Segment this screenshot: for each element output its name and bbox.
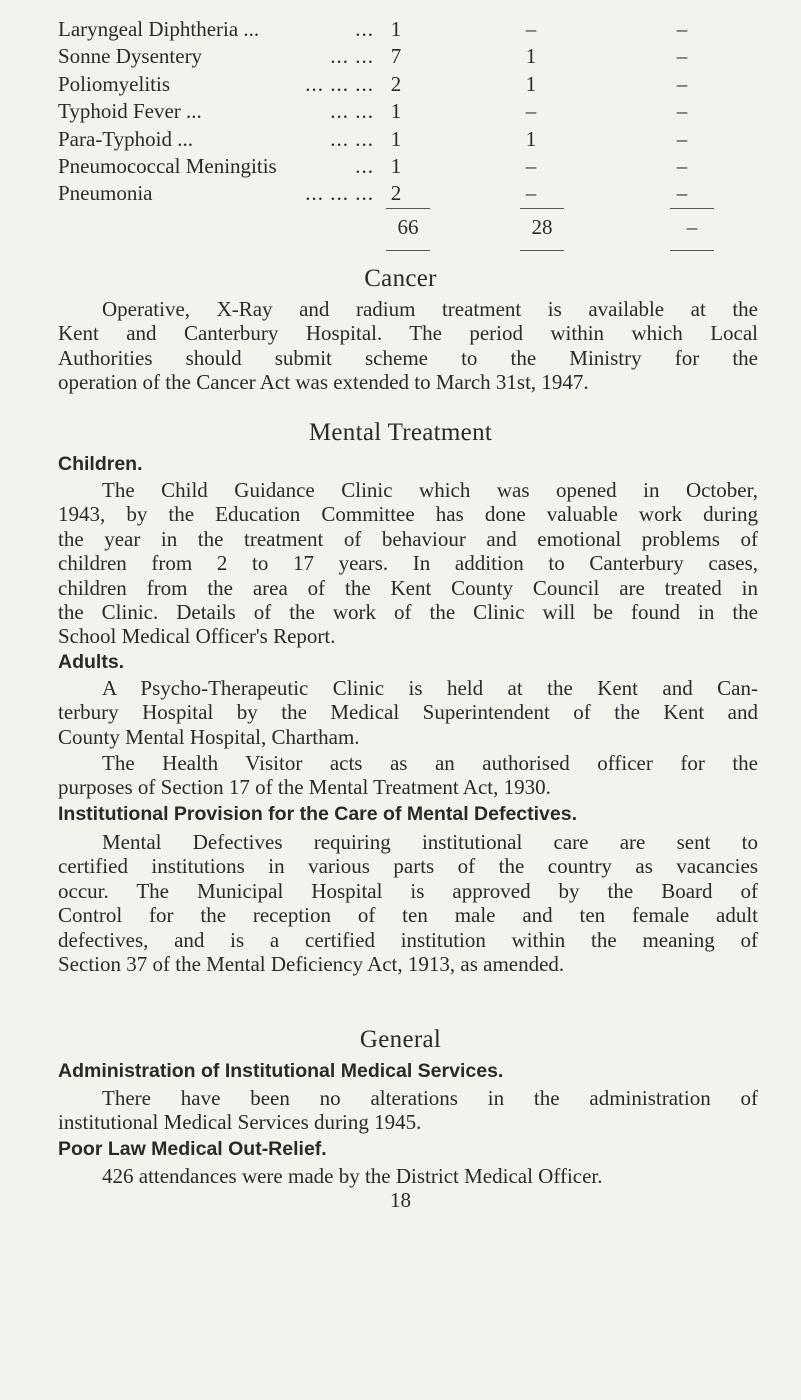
count-cell-c2: –: [525, 17, 537, 41]
count-cell-c3: –: [676, 71, 688, 96]
text-line: 426 attendances were made by the District Medical Officer.: [102, 1164, 603, 1188]
leader-dots: ... ...: [330, 126, 374, 151]
count-cell-c3: –: [676, 181, 688, 206]
poor-law-paragraph: [58, 1164, 758, 1188]
text-line: The Health Visitor acts as an authorised officer for the: [102, 751, 758, 775]
total-column-1: 66: [397, 215, 419, 239]
adults-subheading: Adults.: [58, 651, 125, 673]
count-cell-c2: 1: [525, 126, 537, 151]
page-number: 18: [390, 1188, 411, 1212]
text-line: the Clinic. Details of the work of the Clinic will be found in the: [58, 599, 758, 624]
mental-treatment-heading: Mental Treatment: [308, 419, 493, 446]
count-cell-c1: 1: [390, 99, 402, 124]
total-column-3: –: [686, 215, 698, 239]
table-rule: [386, 208, 430, 209]
table-row: [58, 43, 758, 69]
count-cell-c1: 1: [390, 154, 402, 178]
text-line: institutional Medical Services during 1945.: [58, 1110, 422, 1135]
table-rule: [520, 208, 564, 209]
text-line: 1943, by the Education Committee has done valuable work during: [58, 502, 758, 527]
table-row: [58, 180, 758, 206]
disease-name: Laryngeal Diphtheria ...: [58, 17, 260, 41]
count-cell-c3: –: [676, 44, 688, 69]
table-rule: [520, 250, 564, 251]
text-line: purposes of Section 17 of the Mental Treatment Act, 1930.: [58, 775, 551, 800]
text-line: children from the area of the Kent County Council are treated in: [58, 575, 758, 600]
text-line: Mental Defectives requiring institutional care are sent to: [102, 830, 758, 854]
count-cell-c1: 1: [390, 126, 402, 151]
administration-paragraph: [58, 1086, 758, 1135]
text-line: occur. The Municipal Hospital is approved by the Board of: [58, 878, 758, 903]
count-cell-c3: –: [676, 99, 688, 124]
children-subheading: Children.: [58, 453, 143, 475]
general-heading: General: [359, 1026, 442, 1053]
count-cell-c2: –: [525, 181, 537, 206]
text-line: Section 37 of the Mental Deficiency Act, 1913, as amended.: [58, 951, 565, 976]
count-cell-c1: 2: [390, 71, 402, 96]
text-line: defectives, and is a certified institution within the meaning of: [58, 927, 758, 952]
text-line: the year in the treatment of behaviour and emotional problems of: [58, 526, 758, 551]
text-line: School Medical Officer's Report.: [58, 624, 336, 649]
count-cell-c1: 7: [390, 44, 402, 69]
institutional-provision-subheading: Institutional Provision for the Care of Mental Defectives.: [58, 803, 578, 825]
disease-name: Typhoid Fever ...: [58, 99, 202, 124]
total-column-2: 28: [531, 215, 553, 239]
text-line: children from 2 to 17 years. In addition to Canterbury cases,: [58, 551, 758, 576]
leader-dots: ... ...: [330, 44, 374, 69]
count-cell-c1: 1: [390, 17, 402, 41]
table-row: [58, 153, 758, 179]
count-cell-c1: 2: [390, 181, 402, 206]
table-row: [58, 126, 758, 152]
count-cell-c3: –: [676, 17, 688, 41]
administration-subheading: Administration of Institutional Medical Services.: [58, 1060, 504, 1082]
count-cell-c2: –: [525, 154, 537, 178]
count-cell-c2: –: [525, 99, 537, 124]
leader-dots: ...: [355, 17, 374, 41]
institutional-provision-paragraph: [58, 830, 758, 976]
text-line: Authorities should submit scheme to the Ministry for the: [58, 345, 758, 370]
disease-name: Sonne Dysentery: [58, 44, 203, 69]
leader-dots: ... ... ...: [305, 71, 374, 96]
disease-name: Para-Typhoid ...: [58, 126, 194, 151]
leader-dots: ... ...: [330, 99, 374, 124]
table-row: [58, 16, 758, 42]
disease-name: Pneumonia: [58, 181, 153, 206]
text-line: The Child Guidance Clinic which was opened in October,: [102, 478, 758, 502]
table-rule: [670, 250, 714, 251]
cancer-heading: Cancer: [364, 265, 437, 292]
text-line: Kent and Canterbury Hospital. The period within which Local: [58, 321, 758, 346]
adults-paragraph-clinic: [58, 676, 758, 749]
text-line: Operative, X-Ray and radium treatment is available at the: [102, 297, 758, 321]
leader-dots: ...: [355, 154, 374, 178]
text-line: County Mental Hospital, Chartham.: [58, 724, 360, 749]
text-line: operation of the Cancer Act was extended to March 31st, 1947.: [58, 370, 589, 395]
disease-name: Poliomyelitis: [58, 71, 171, 96]
table-row: [58, 98, 758, 124]
disease-name: Pneumococcal Meningitis: [58, 154, 277, 178]
text-line: There have been no alterations in the administration of: [102, 1086, 758, 1110]
table-row: [58, 71, 758, 97]
count-cell-c3: –: [676, 154, 688, 178]
adults-paragraph-health-visitor: [58, 751, 758, 800]
count-cell-c2: 1: [525, 71, 537, 96]
text-line: Control for the reception of ten male and ten female adult: [58, 903, 758, 928]
children-paragraph: [58, 478, 758, 649]
table-rule: [670, 208, 714, 209]
poor-law-subheading: Poor Law Medical Out-Relief.: [58, 1138, 327, 1160]
table-rule: [386, 250, 430, 251]
text-line: terbury Hospital by the Medical Superintendent of the Kent and: [58, 700, 758, 725]
count-cell-c3: –: [676, 126, 688, 151]
leader-dots: ... ... ...: [305, 181, 374, 206]
count-cell-c2: 1: [525, 44, 537, 69]
text-line: A Psycho-Therapeutic Clinic is held at the Kent and Can-: [102, 676, 758, 700]
text-line: certified institutions in various parts of the country as vacancies: [58, 854, 758, 879]
cancer-paragraph: [58, 297, 758, 395]
